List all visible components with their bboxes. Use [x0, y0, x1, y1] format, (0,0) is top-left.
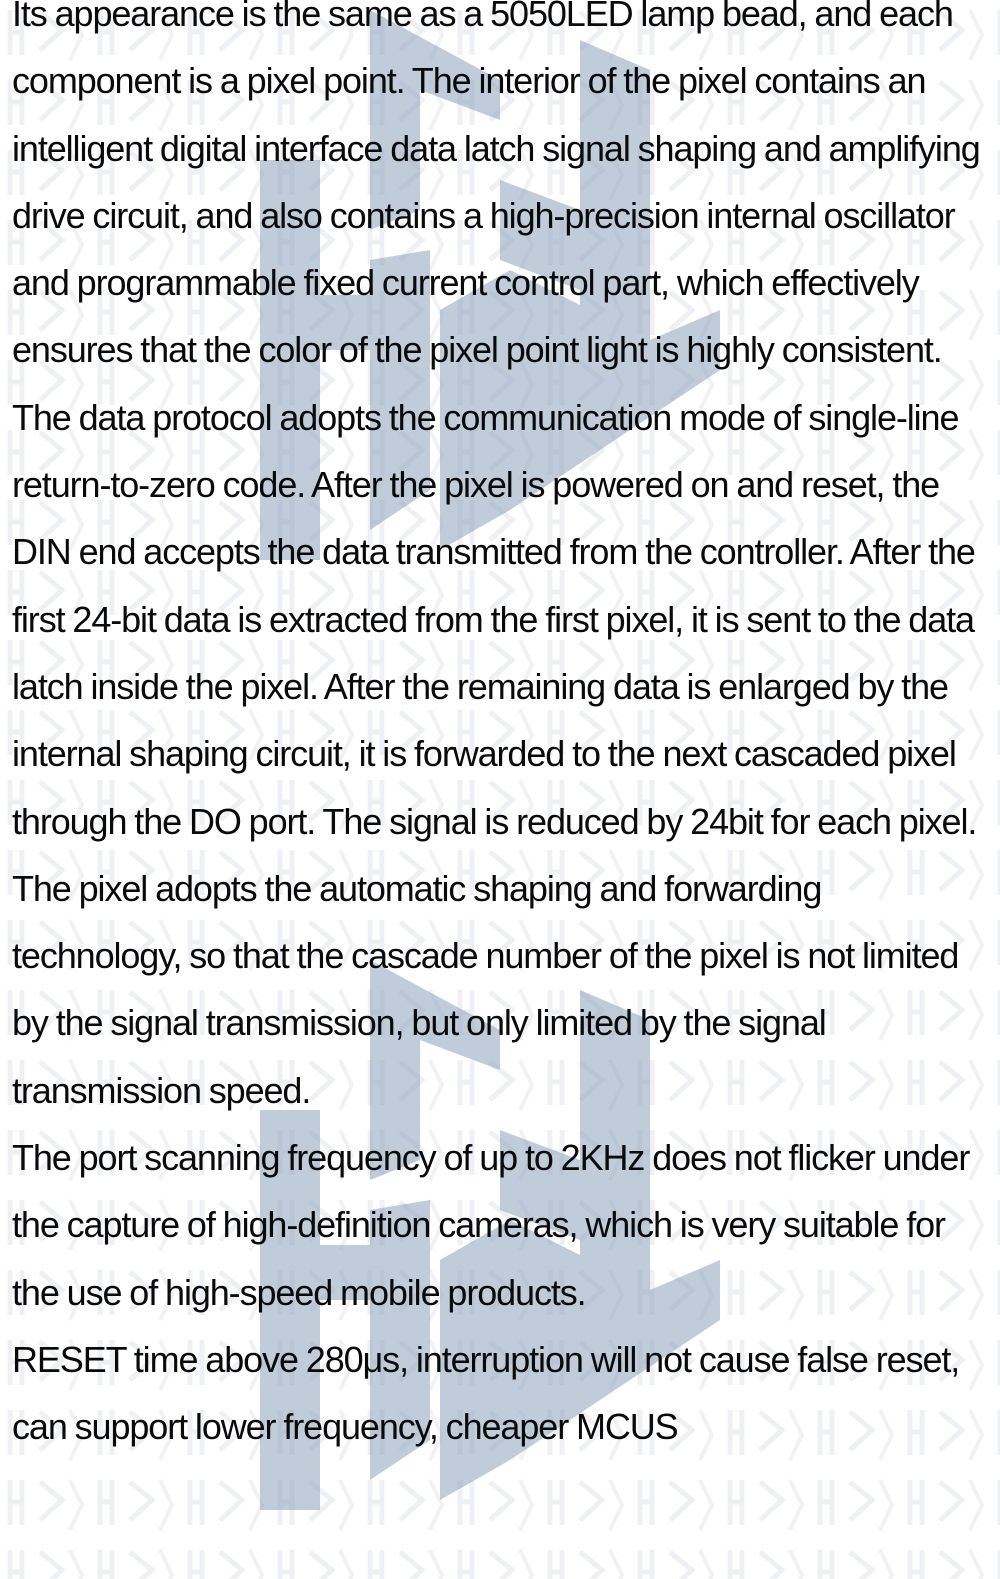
document-body	[12, 0, 992, 1461]
paragraph-scanning-frequency: The port scanning frequency of up to 2KHz does not flicker under the capture of high-definition cameras, which is very suitable for the use of high-speed mobile products.	[12, 1137, 970, 1313]
paragraph-appearance: Its appearance is the same as a 5050LED lamp bead, and each component is a pixel point. The interior of the pixel contains an intelligent digital interface data latch signal shaping and amplifying drive circuit, and also contains a high-precision internal oscillator and programmable fixed current control part, which effectively ensures that the color of the pixel point light is highly consistent.	[12, 0, 980, 371]
paragraph-reset-time: RESET time above 280μs, interruption will not cause false reset, can support lower frequency, cheaper MCUS	[12, 1338, 960, 1448]
paragraph-data-protocol: The data protocol adopts the communication mode of single-line return-to-zero code. After the pixel is powered on and reset, the DIN end accepts the data transmitted from the controller. After the first 24-bit data is extracted from the first pixel, it is sent to the data latch inside the pixel. After the remaining data is enlarged by the internal shaping circuit, it is forwarded to the next cascaded pixel through the DO port. The signal is reduced by 24bit for each pixel. The pixel adopts the automatic shaping and forwarding technology, so that the cascade number of the pixel is not limited by the signal transmission, but only limited by the signal transmission speed.	[12, 396, 977, 1111]
